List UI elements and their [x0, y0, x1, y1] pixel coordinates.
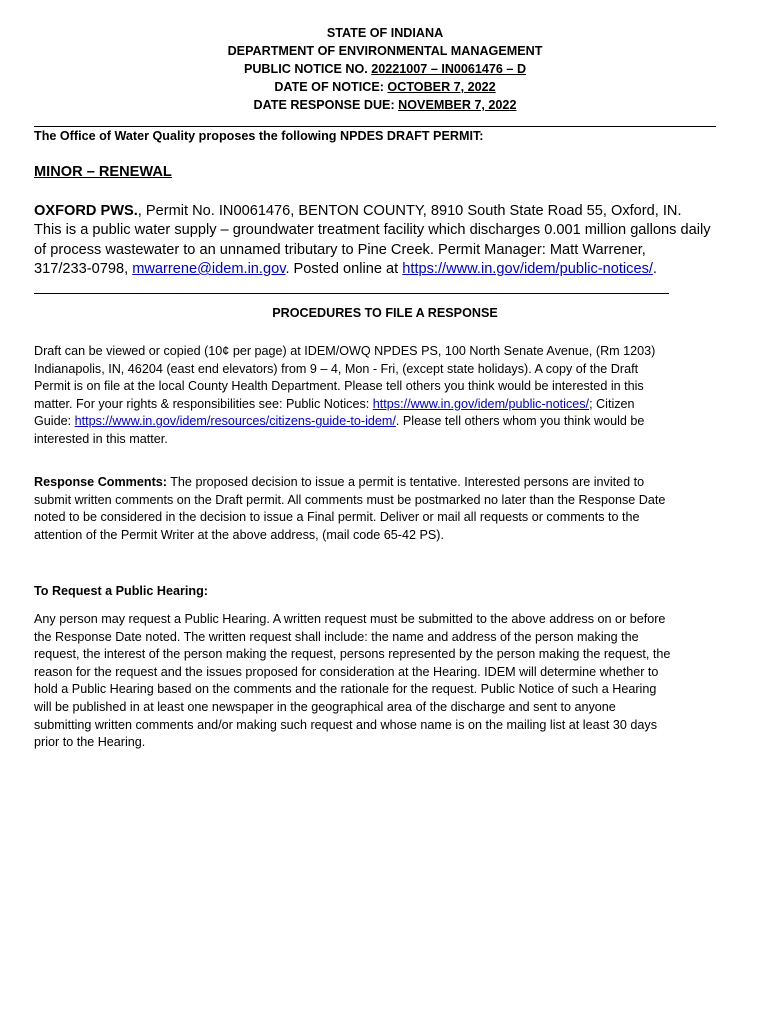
- section-divider: [34, 293, 669, 294]
- draft-availability-paragraph: Draft can be viewed or copied (10¢ per page) at IDEM/OWQ NPDES PS, 100 North Senate Avenue, (Rm 1203) Indianapolis, IN, 46204 (east end elevators) from 9 – 4, Mon - Fri, (except state holidays). A copy of the Draft Permit is on file at the local County Health Department. Please tell others you think would be interested in this matter. For your rights & responsibilities see: Public Notices: https://www.in.gov/idem/public-notices/; Citizen Guide: https://www.in.gov/idem/resources/citizens-guide-to-idem/. Please tell others whom you think would be interested in this matter.: [34, 344, 656, 446]
- procedures-title: PROCEDURES TO FILE A RESPONSE: [272, 306, 498, 320]
- notice-header: [0, 24, 770, 114]
- public-hearing-paragraph: Any person may request a Public Hearing. A written request must be submitted to the above address on or before the Response Date noted. The written request shall include: the name and address of the person making the request, the interest of the person making the request, persons represented by the person making the request, the reason for the request and the issues proposed for consideration at the Hearing. IDEM will determine whether to hold a Public Hearing based on the comments and the rationale for the request. Public Notice of such a Hearing will be published in at least one newspaper in the geographical area of the discharge and sent to anyone submitting written comments and/or making such request and whose name is on the mailing list at least 30 days prior to the Hearing.: [34, 612, 671, 750]
- permit-description: OXFORD PWS., Permit No. IN0061476, BENTON COUNTY, 8910 South State Road 55, Oxford, IN. This is a public water supply – groundwater treatment facility which discharges 0.001 million gallons daily of process wastewater to an unnamed tributary to Pine Creek. Permit Manager: Matt Warrener, 317/233-0798, mwarrene@idem.in.gov. Posted online at https://www.in.gov/idem/public-notices/.: [34, 203, 711, 277]
- department-title: DEPARTMENT OF ENVIRONMENTAL MANAGEMENT: [227, 44, 543, 58]
- public-notices-url-link[interactable]: https://www.in.gov/idem/public-notices/: [372, 396, 590, 411]
- public-notices-link[interactable]: https://www.in.gov/idem/public-notices/: [402, 260, 653, 277]
- permit-category: MINOR – RENEWAL: [34, 164, 172, 180]
- notice-date: OCTOBER 7, 2022: [387, 80, 496, 94]
- notice-date-line: DATE OF NOTICE: OCTOBER 7, 2022: [274, 80, 496, 94]
- facility-name: OXFORD PWS.: [34, 203, 138, 219]
- notice-number: 20221007 – IN0061476 – D: [371, 62, 527, 76]
- response-comments-paragraph: Response Comments: The proposed decision to issue a permit is tentative. Interested persons are invited to submit written comments on the Draft permit. All comments must be postmarked no later than the Response Date noted to be considered in the decision to issue a Final permit. Deliver or mail all requests or comments to the attention of the Permit Writer at the above address, (mail code 65-42 PS).: [34, 475, 666, 542]
- header-divider: [34, 126, 716, 127]
- citizens-guide-link[interactable]: https://www.in.gov/idem/resources/citizens-guide-to-idem/: [74, 414, 396, 429]
- intro-text: The Office of Water Quality proposes the following NPDES DRAFT PERMIT:: [34, 129, 484, 143]
- public-hearing-heading: To Request a Public Hearing:: [34, 584, 209, 598]
- permit-manager-email-link[interactable]: mwarrene@idem.in.gov: [132, 260, 286, 277]
- state-title: STATE OF INDIANA: [326, 26, 444, 40]
- response-due-date: NOVEMBER 7, 2022: [398, 98, 517, 112]
- notice-number-line: PUBLIC NOTICE NO. 20221007 – IN0061476 – D: [243, 62, 527, 76]
- response-due-line: DATE RESPONSE DUE: NOVEMBER 7, 2022: [253, 98, 517, 112]
- response-comments-label: Response Comments:: [34, 475, 167, 489]
